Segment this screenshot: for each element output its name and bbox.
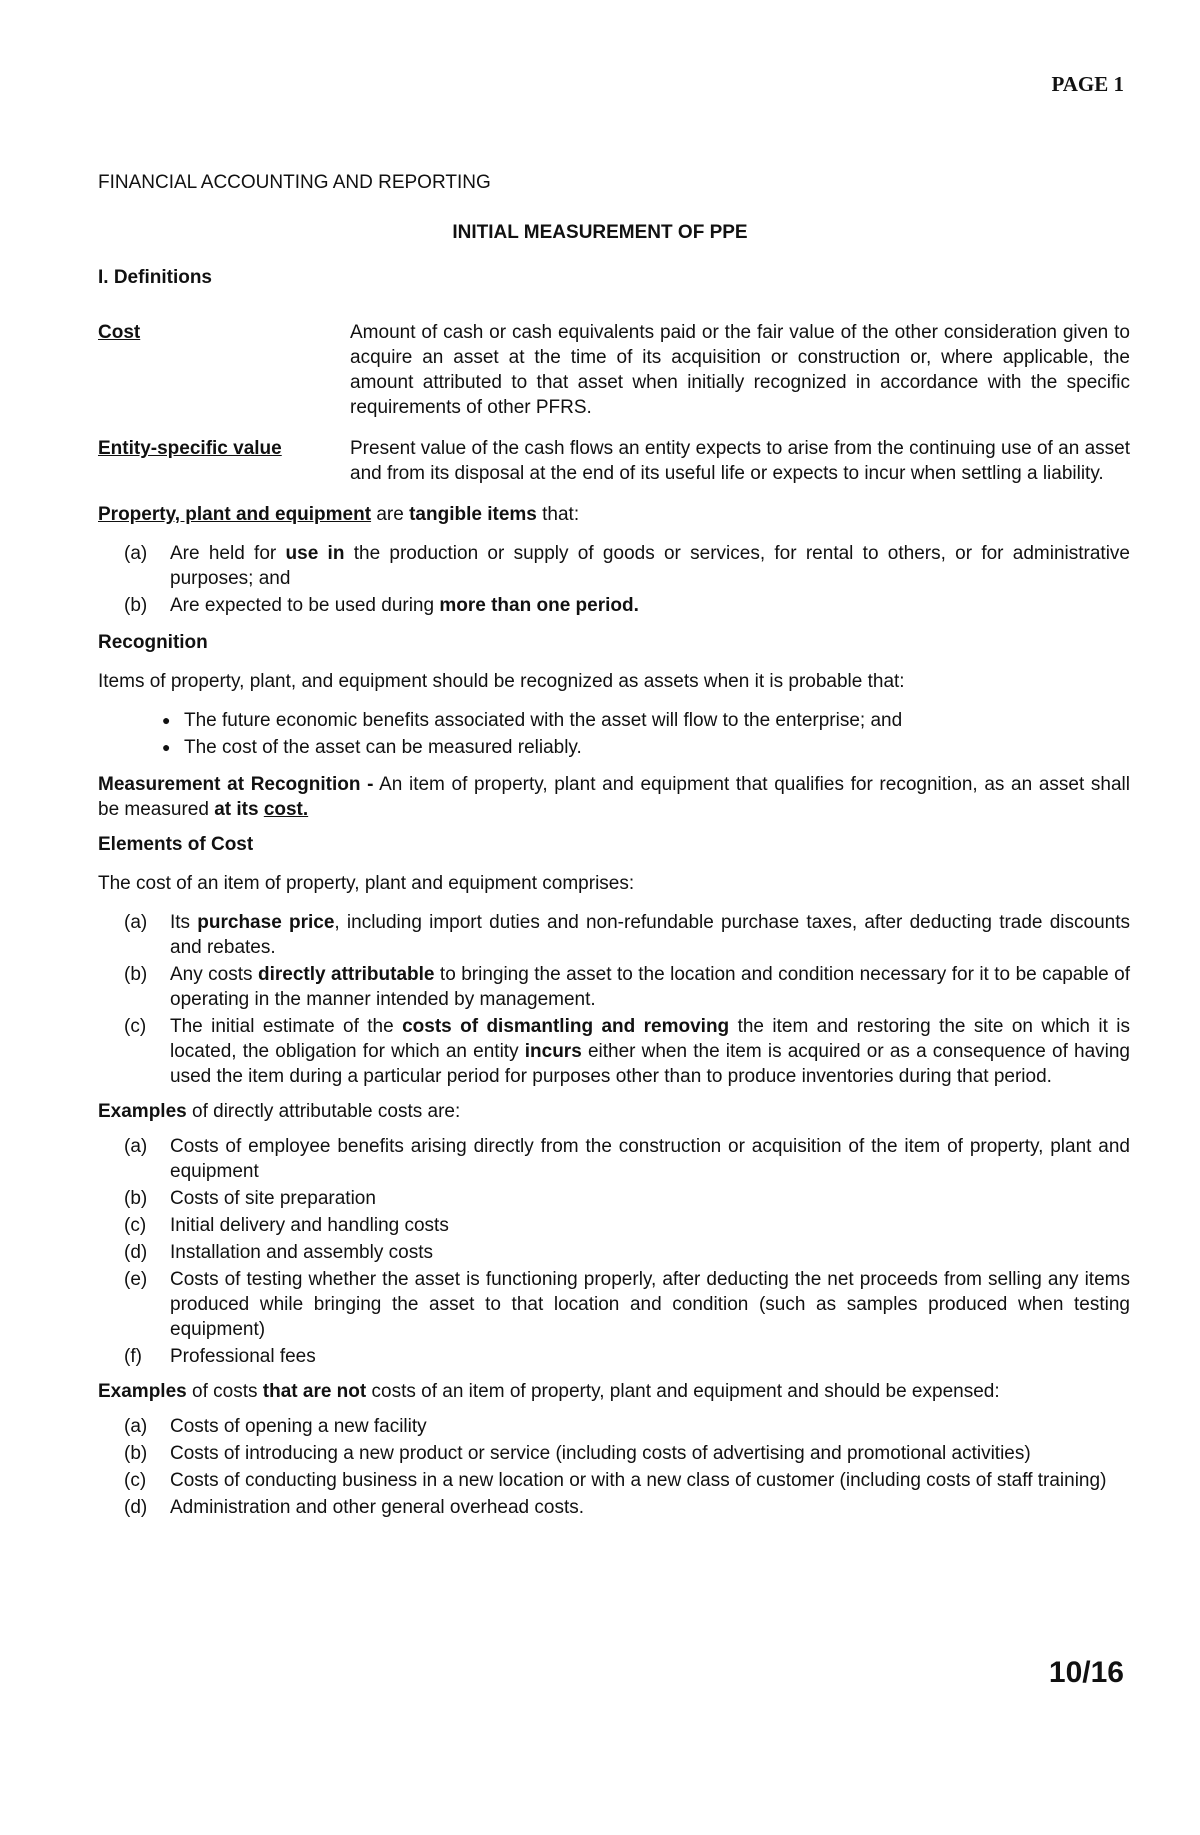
list-text <box>170 541 1130 591</box>
definition-term: Cost <box>98 322 141 343</box>
text: costs of an item of property, plant and equipment and should be expensed: <box>366 1381 1000 1402</box>
text: to bringing the asset to the location and condition necessary for it to be capable of operating in the manner intended by management. <box>170 964 1130 1010</box>
list-text: Costs of conducting business in a new location or with a new class of customer (including costs of staff training) <box>170 1470 1107 1491</box>
list-marker: (b) <box>124 1188 148 1209</box>
list-item <box>98 1134 1130 1184</box>
ppe-definition <box>98 502 1130 527</box>
recognition-bullets <box>98 708 1130 760</box>
text: An item of property, plant and equipment that qualifies for recognition, as an asset shall be measured <box>98 774 1130 820</box>
list-text: Administration and other general overhead costs. <box>170 1497 585 1518</box>
examples-attributable-intro <box>98 1099 1130 1124</box>
page-label: PAGE 1 <box>1051 72 1124 96</box>
list-marker: (a) <box>124 912 148 933</box>
text: are <box>371 504 410 525</box>
list-marker: (b) <box>124 1443 148 1464</box>
list-marker: (a) <box>124 1416 148 1437</box>
text-bold: costs of dismantling and removing <box>402 1016 730 1037</box>
definitions-heading: I. Definitions <box>98 267 212 288</box>
course-title: FINANCIAL ACCOUNTING AND REPORTING <box>98 172 491 193</box>
list-marker: (e) <box>124 1269 148 1290</box>
list-item <box>98 1186 1130 1211</box>
ppe-term: Property, plant and equipment <box>98 504 372 525</box>
text: The initial estimate of the <box>170 1016 403 1037</box>
list-text: Initial delivery and handling costs <box>170 1215 449 1236</box>
text: Are expected to be used during <box>170 595 440 616</box>
text-bold: Measurement at Recognition - <box>98 774 374 795</box>
examples-expensed-list <box>98 1414 1130 1520</box>
examples-expensed-intro <box>98 1379 1130 1404</box>
list-marker: (a) <box>124 543 148 564</box>
elements-intro: The cost of an item of property, plant and equipment comprises: <box>98 873 635 894</box>
text-bold: tangible items <box>409 504 537 525</box>
definition-text: Amount of cash or cash equivalents paid or the fair value of the other consideration given to acquire an asset at the time of its acquisition or construction or, where applicable, the amount attributed to that asset when initially recognized in accordance with the specific requirements of other PFRS. <box>350 322 1130 418</box>
list-text: The cost of the asset can be measured reliably. <box>184 737 582 758</box>
list-marker: (d) <box>124 1242 148 1263</box>
list-item <box>98 541 1130 591</box>
recognition-heading: Recognition <box>98 632 208 653</box>
list-text: Costs of opening a new facility <box>170 1416 427 1437</box>
text: Its <box>170 912 198 933</box>
document-title: INITIAL MEASUREMENT OF PPE <box>452 222 748 243</box>
list-item <box>98 1495 1130 1520</box>
text-bold: use in <box>285 543 345 564</box>
ppe-criteria-list <box>98 541 1130 618</box>
bullet-icon: ● <box>162 712 171 728</box>
document-body <box>98 265 1130 1530</box>
text-bold: more than one period. <box>439 595 639 616</box>
definition-term: Entity-specific value <box>98 438 282 459</box>
list-item <box>98 593 1130 618</box>
examples-attributable-list <box>98 1134 1130 1369</box>
recognition-intro: Items of property, plant, and equipment should be recognized as assets when it is probable that: <box>98 671 905 692</box>
list-marker: (b) <box>124 595 148 616</box>
text: either when the item is acquired or as a consequence of having used the item during a particular period for purposes other than to produce inventories during that period. <box>170 1041 1130 1087</box>
list-item <box>98 1240 1130 1265</box>
definition-text: Present value of the cash flows an entity expects to arise from the continuing use of an asset and from its disposal at the end of its useful life or expects to incur when settling a liability. <box>350 438 1130 484</box>
text-bold: at its <box>214 799 264 820</box>
list-text: Costs of testing whether the asset is functioning properly, after deducting the net proceeds from selling any items produced while bringing the asset to that location and condition (such as samples produced when testing equipment) <box>170 1269 1130 1340</box>
list-text <box>170 910 1130 960</box>
list-item <box>98 1468 1130 1493</box>
list-item <box>98 708 1130 733</box>
elements-heading: Elements of Cost <box>98 834 254 855</box>
list-marker: (c) <box>124 1470 147 1491</box>
text-bold: purchase price <box>197 912 335 933</box>
list-text: Costs of introducing a new product or service (including costs of advertising and promotional activities) <box>170 1443 1031 1464</box>
text-bold: incurs <box>524 1041 582 1062</box>
list-marker: (a) <box>124 1136 148 1157</box>
measurement-paragraph <box>98 772 1130 822</box>
list-marker: (c) <box>124 1016 147 1037</box>
list-text <box>170 593 1130 618</box>
list-text: Installation and assembly costs <box>170 1242 433 1263</box>
list-text <box>170 962 1130 1012</box>
list-text: The future economic benefits associated with the asset will flow to the enterprise; and <box>184 710 903 731</box>
list-text: Costs of site preparation <box>170 1188 376 1209</box>
definition-row <box>98 320 1130 420</box>
bullet-icon: ● <box>162 739 171 755</box>
text-bold-underline: cost. <box>263 799 309 820</box>
text: the item and restoring the site on which it is located, the obligation for which an entity <box>170 1016 1130 1062</box>
list-item <box>98 1344 1130 1369</box>
list-text: Costs of employee benefits arising directly from the construction or acquisition of the item of property, plant and equipment <box>170 1136 1130 1182</box>
text: the production or supply of goods or services, for rental to others, or for administrative purposes; and <box>170 543 1131 589</box>
text: Are held for <box>170 543 286 564</box>
list-text <box>170 1014 1130 1089</box>
list-marker: (c) <box>124 1215 147 1236</box>
text-bold: that are not <box>262 1381 367 1402</box>
list-marker: (f) <box>124 1346 142 1367</box>
list-marker: (d) <box>124 1497 148 1518</box>
list-item <box>98 962 1130 1012</box>
text: that: <box>536 504 580 525</box>
list-marker: (b) <box>124 964 148 985</box>
text-bold: Examples <box>98 1381 187 1402</box>
text-bold: directly attributable <box>257 964 435 985</box>
list-item <box>98 1014 1130 1089</box>
text: Any costs <box>170 964 258 985</box>
text: , including import duties and non-refundable purchase taxes, after deducting trade discounts and rebates. <box>170 912 1130 958</box>
list-item <box>98 1414 1130 1439</box>
page-count: 10/16 <box>1048 1656 1124 1689</box>
elements-list <box>98 910 1130 1089</box>
list-item <box>98 1267 1130 1342</box>
definition-row <box>98 436 1130 486</box>
text: of directly attributable costs are: <box>186 1101 461 1122</box>
text: of costs <box>186 1381 263 1402</box>
list-item <box>98 735 1130 760</box>
list-text: Professional fees <box>170 1346 316 1367</box>
list-item <box>98 910 1130 960</box>
list-item <box>98 1441 1130 1466</box>
list-item <box>98 1213 1130 1238</box>
text-bold: Examples <box>98 1101 187 1122</box>
